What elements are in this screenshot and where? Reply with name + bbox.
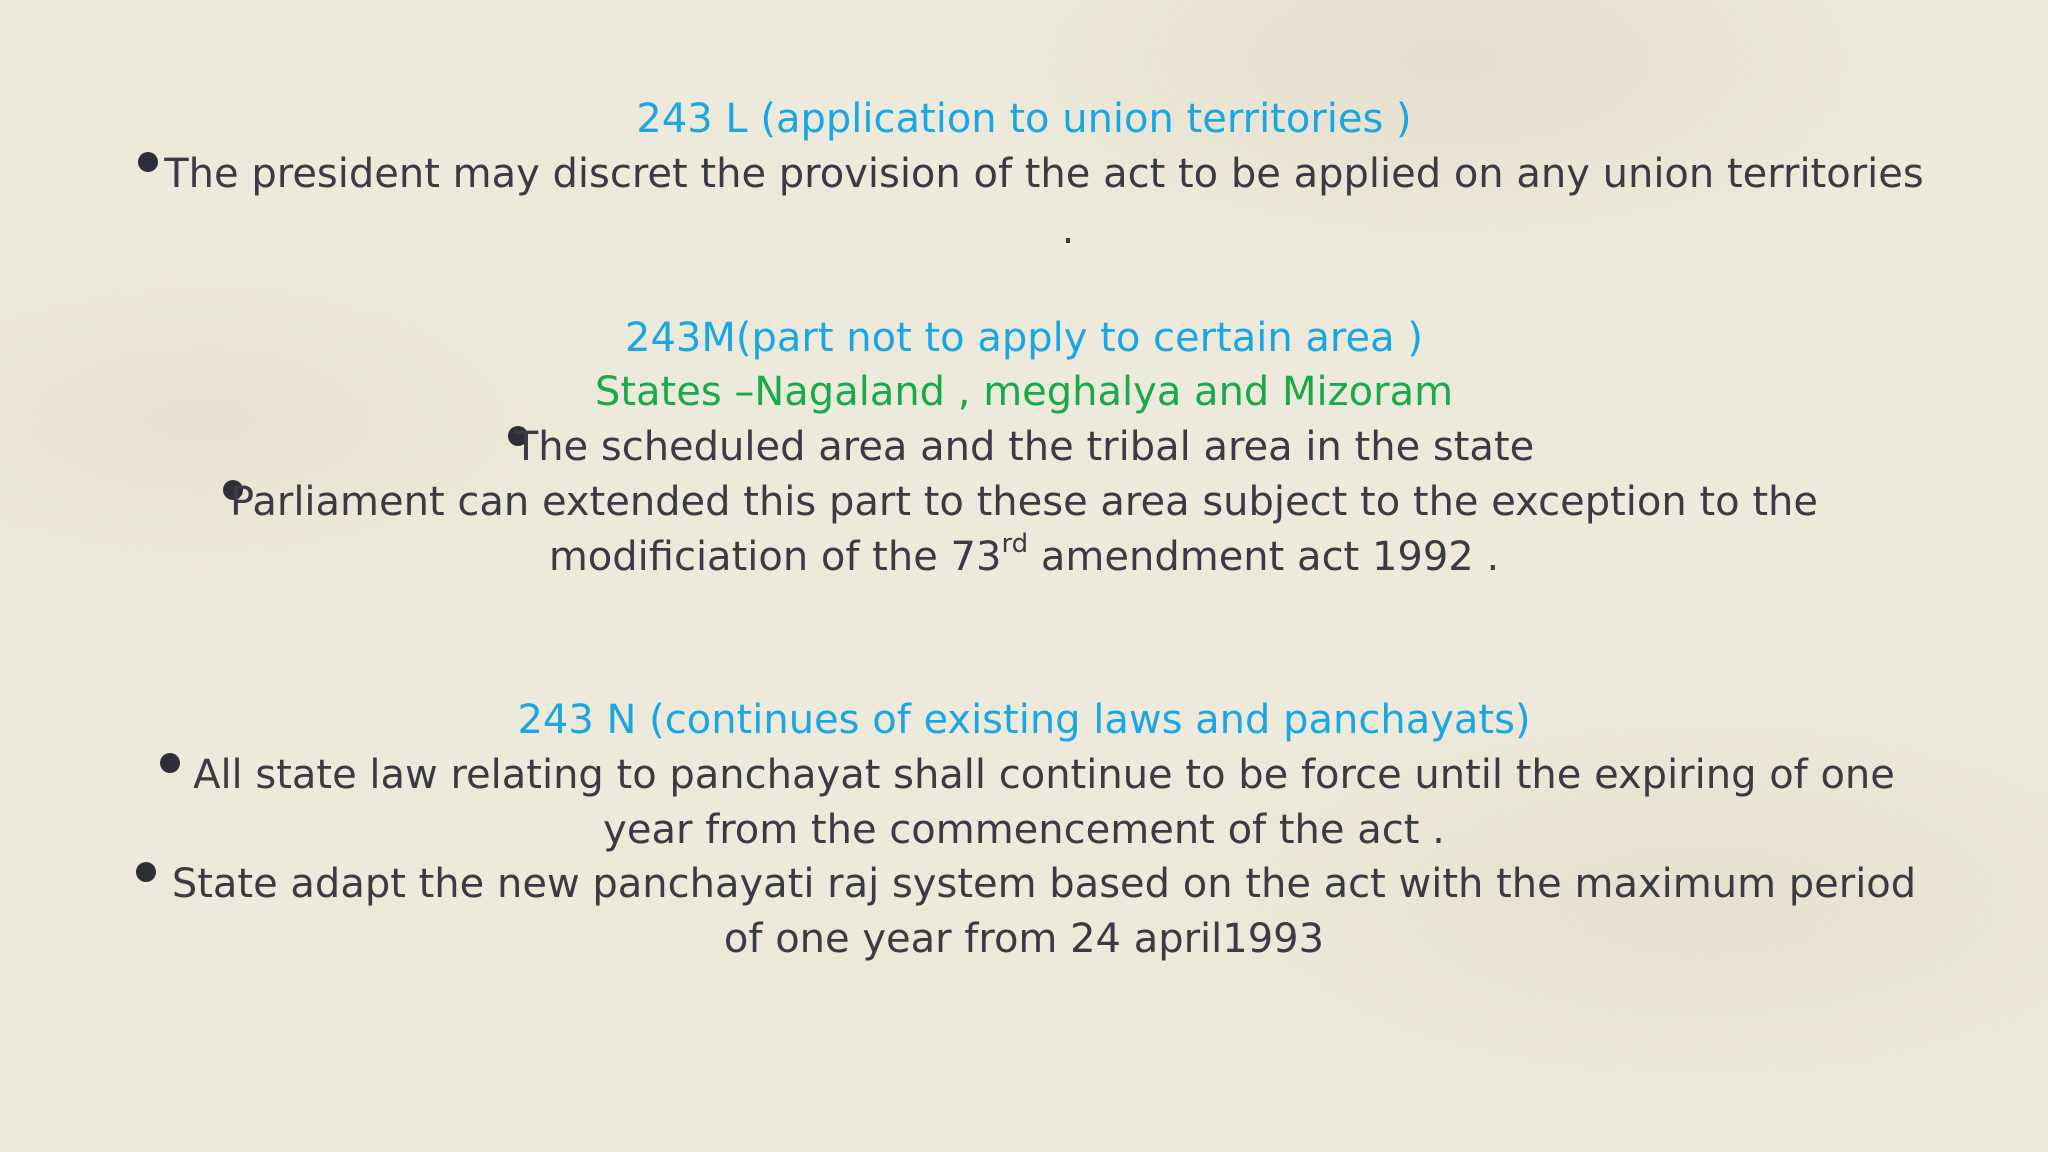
section-m-bullet-2-cont-a: modificiation of the 73 [548, 534, 1002, 580]
section-m-bullet-2: Parliament can extended this part to these area subject to the exception to the [230, 479, 1818, 525]
section-l-bullet-1: The president may discret the provision of the act to be applied on any union territories [164, 151, 1924, 197]
section-m-bullet-2-cont [0, 530, 2048, 584]
section-m-states: States –Nagaland , meghalya and Mizoram [594, 369, 1454, 415]
section-l-bullet-1-cont: . [1061, 207, 1075, 253]
section-n-bullet-2-cont: of one year from 24 april1993 [723, 916, 1325, 962]
ordinal-suffix: rd [1001, 528, 1029, 559]
section-m-bullet-2-cont-b: amendment act 1992 . [1028, 534, 1500, 580]
section-l-heading: 243 L (application to union territories ) [636, 96, 1412, 142]
section-n-heading: 243 N (continues of existing laws and panchayats) [517, 697, 1531, 743]
section-n-bullet-1: All state law relating to panchayat shall continue to be force until the expiring of one [193, 752, 1895, 798]
section-n-bullet-1-cont: year from the commencement of the act . [603, 807, 1445, 853]
section-m-heading: 243M(part not to apply to certain area ) [625, 315, 1423, 361]
section-m-bullet-1: The scheduled area and the tribal area in the state [513, 424, 1535, 470]
section-n-bullet-2: State adapt the new panchayati raj system based on the act with the maximum period [171, 861, 1917, 907]
